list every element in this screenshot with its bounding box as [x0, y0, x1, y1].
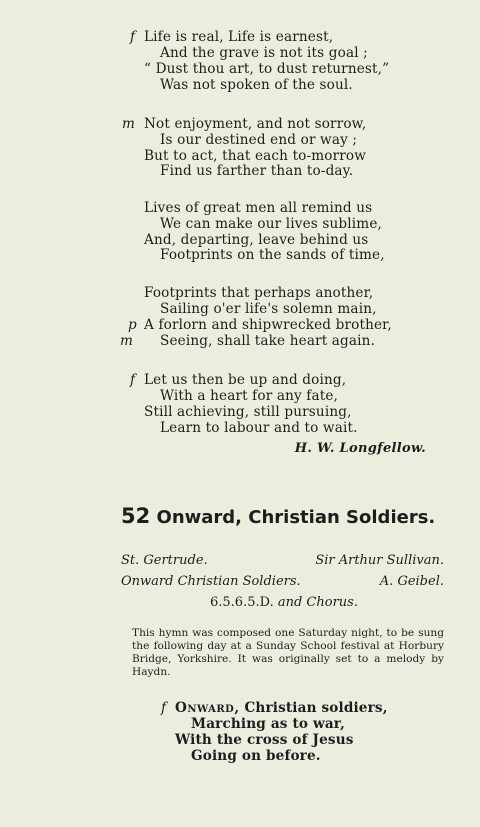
hymn-note: This hymn was composed one Saturday night, to be sung the following day at a Sunday School festival at Horbury Bridge, Yorkshire. It was originally set to a melody by Haydn.	[132, 627, 444, 678]
dynamic-mark: p	[128, 317, 137, 333]
verse-line: We can make our lives sublime,	[160, 216, 382, 232]
verse-line: Marching as to war,	[191, 716, 346, 732]
tune-name: St. Gertrude.	[121, 553, 208, 568]
verse-line: A forlorn and shipwrecked brother,	[144, 317, 392, 333]
verse-line: Find us farther than to-day.	[160, 163, 354, 179]
verse-line: Was not spoken of the soul.	[160, 77, 353, 93]
verse-line: Let us then be up and doing,	[144, 372, 347, 388]
verse-line: Learn to labour and to wait.	[160, 420, 358, 436]
text-name: Onward Christian Soldiers.	[121, 574, 301, 589]
meter	[210, 595, 358, 610]
dynamic-mark: m	[120, 333, 133, 349]
dynamic-mark: f	[130, 29, 136, 45]
meter-code: 6.5.6.5.D.	[210, 595, 274, 610]
verse-line: Sailing o'er life's solemn main,	[160, 301, 377, 317]
meter-suffix: and Chorus.	[277, 595, 358, 610]
stanza-line-rest: Christian soldiers,	[244, 700, 388, 716]
verse-line: Not enjoyment, and not sorrow,	[144, 116, 367, 132]
verse-line: But to act, that each to-morrow	[144, 148, 367, 164]
verse-line: Lives of great men all remind us	[144, 200, 373, 216]
verse-line: Footprints that perhaps another,	[144, 285, 374, 301]
dynamic-mark: f	[161, 700, 167, 716]
stanza-first-word: Onward,	[175, 700, 240, 716]
verse-line: Is our destined end or way ;	[160, 132, 358, 148]
text-author: A. Geibel.	[379, 574, 444, 589]
tune-composer: Sir Arthur Sullivan.	[315, 553, 444, 568]
hymn-number: 52	[121, 504, 151, 528]
dynamic-mark: f	[130, 372, 136, 388]
verse-line: Seeing, shall take heart again.	[160, 333, 376, 349]
verse-line	[175, 700, 388, 716]
verse-line: Footprints on the sands of time,	[160, 247, 385, 263]
hymn-title-text: Onward, Christian Soldiers.	[156, 507, 436, 528]
verse-line: And, departing, leave behind us	[144, 232, 369, 248]
verse-line: “ Dust thou art, to dust returnest,”	[144, 61, 390, 77]
verse-line: Going on before.	[191, 748, 321, 764]
dynamic-mark: m	[122, 116, 135, 132]
verse-line: With a heart for any fate,	[160, 388, 338, 404]
hymn-title	[121, 504, 435, 528]
verse-line: And the grave is not its goal ;	[160, 45, 368, 61]
verse-line: Life is real, Life is earnest,	[144, 29, 334, 45]
poem-author: H. W. Longfellow.	[294, 441, 426, 456]
verse-line: Still achieving, still pursuing,	[144, 404, 352, 420]
verse-line: With the cross of Jesus	[175, 732, 354, 748]
